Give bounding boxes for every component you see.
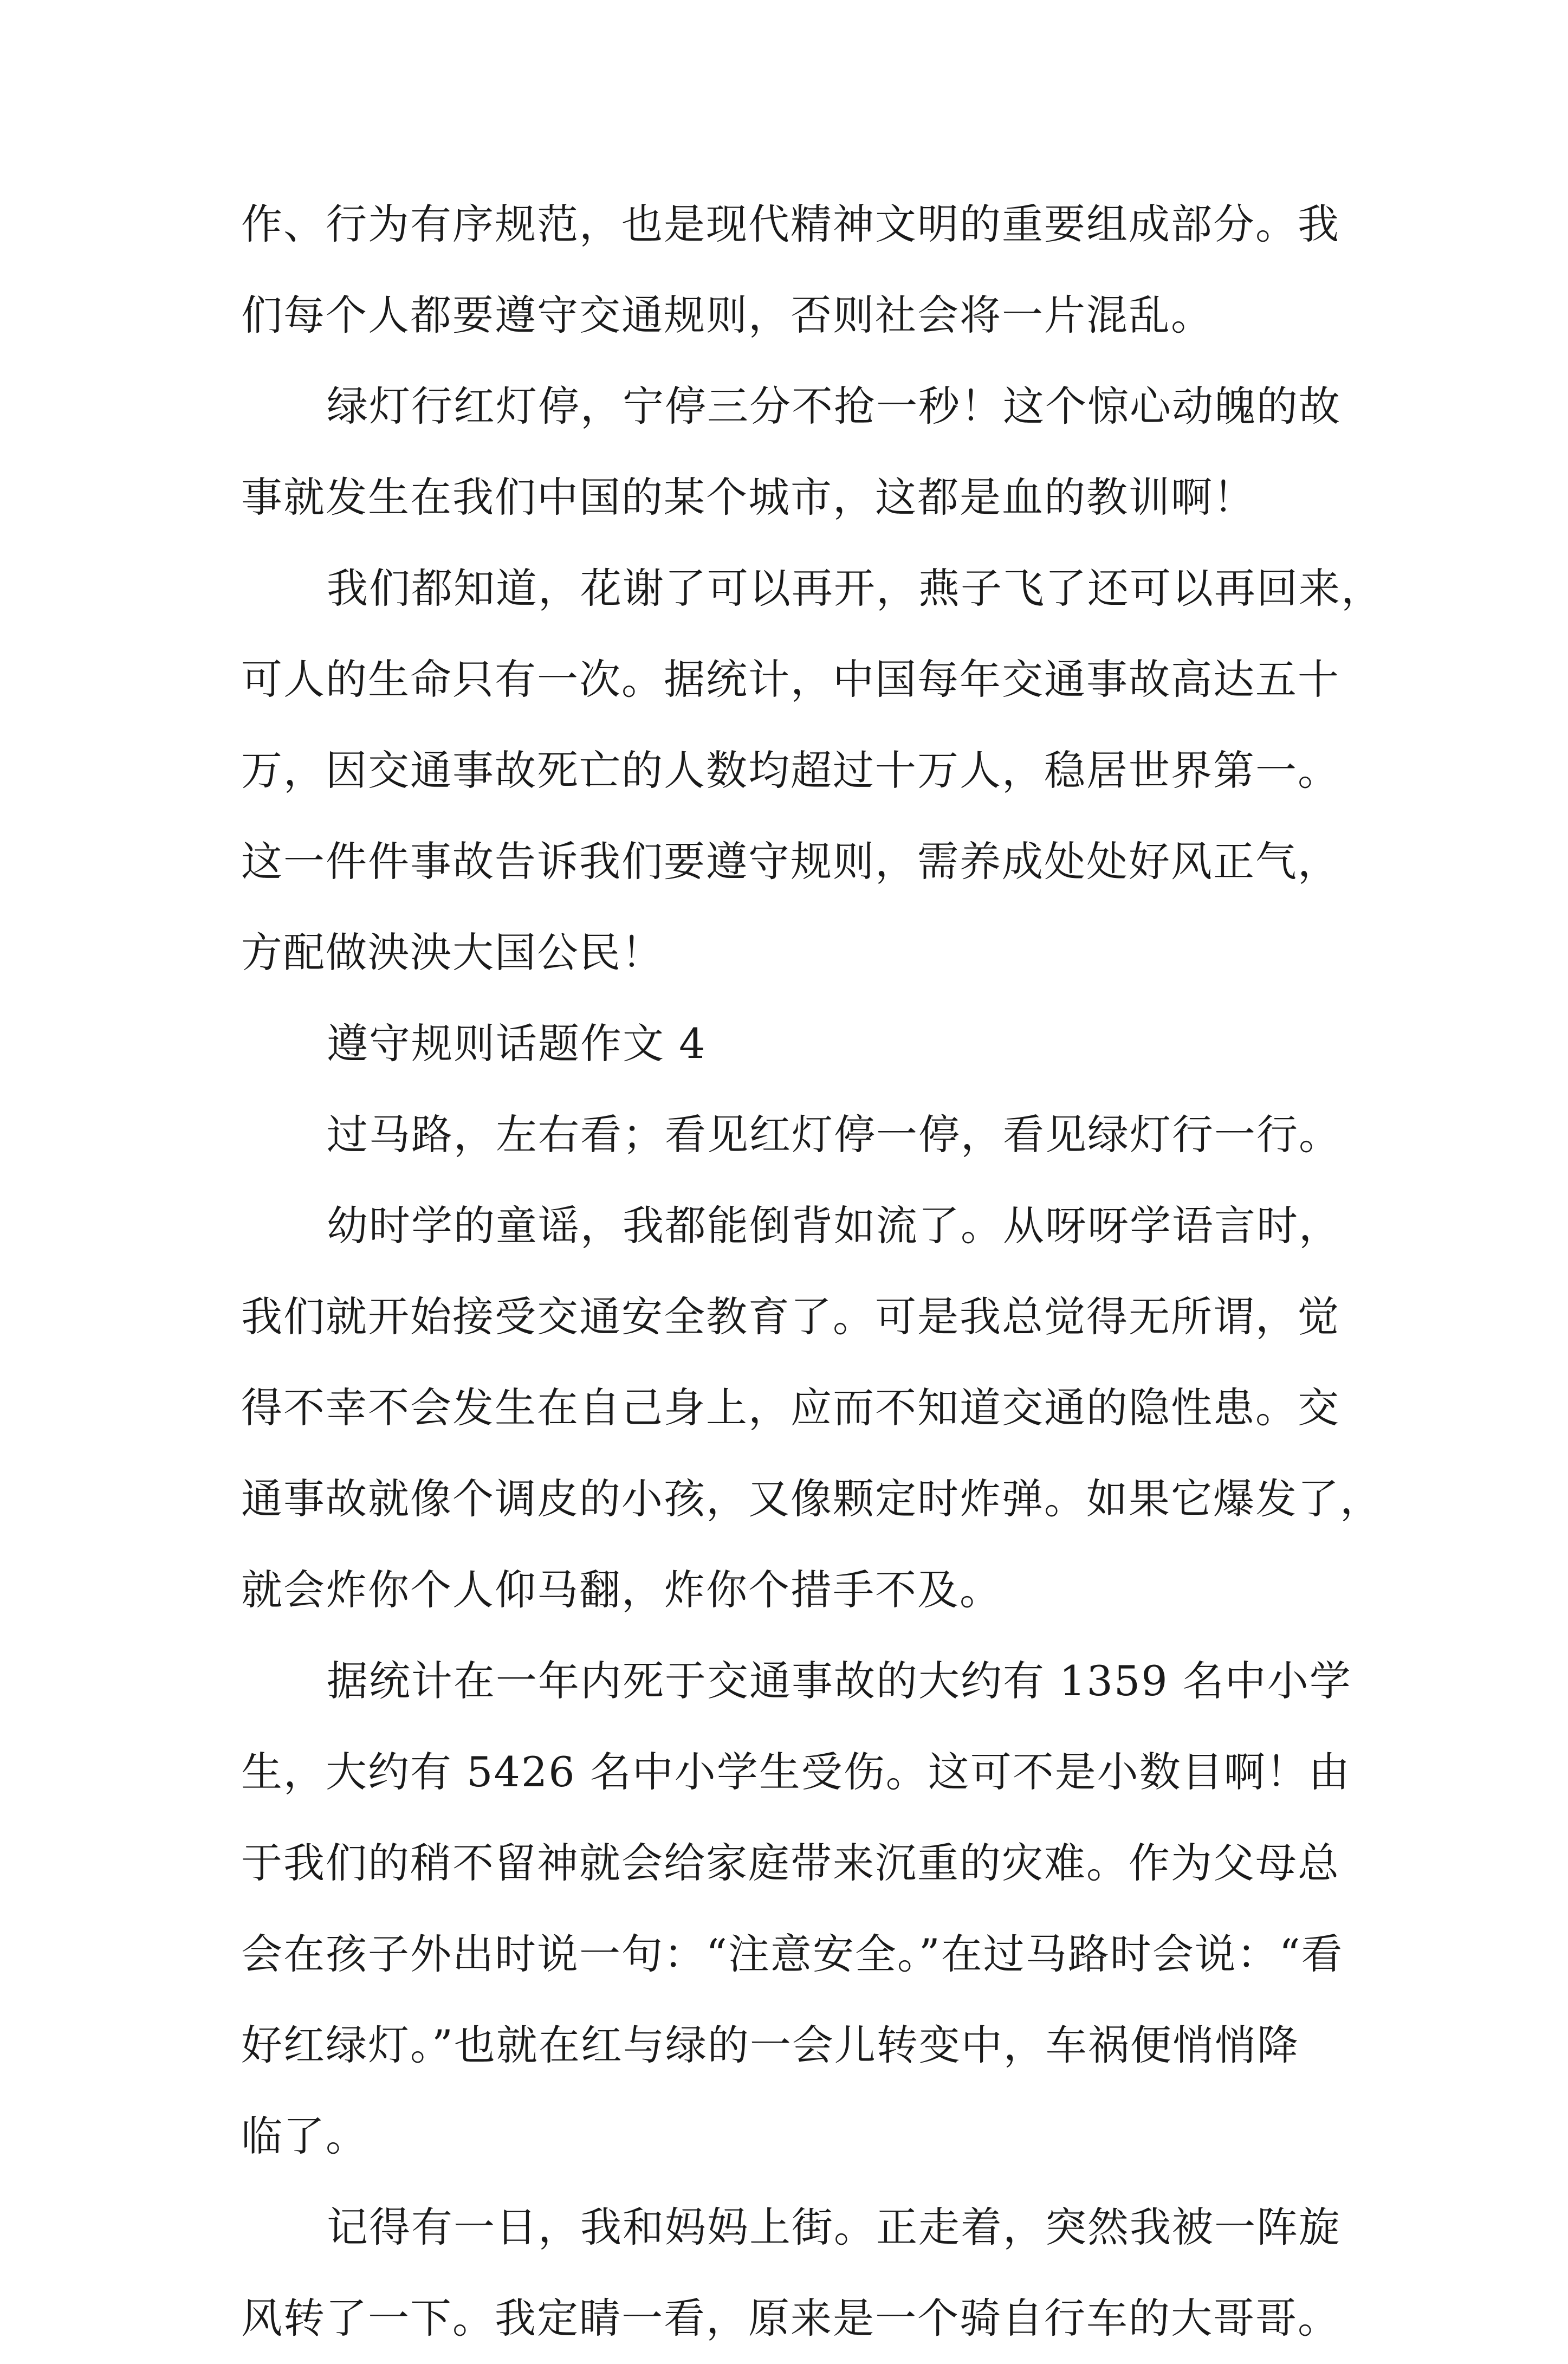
text-line: 好红绿灯。”也就在红与绿的一会儿转变中，车祸便悄悄降 — [241, 2021, 1299, 2069]
paragraph-start-line: 幼时学的童谣，我都能倒背如流了。从呀呀学语言时， — [327, 1202, 1341, 1250]
text-line: 可人的生命只有一次。据统计，中国每年交通事故高达五十 — [241, 655, 1340, 703]
paragraph-start-line: 绿灯行红灯停，宁停三分不抢一秒！这个惊心动魄的故 — [327, 382, 1341, 430]
text-line: 会在孩子外出时说一句：“注意安全。”在过马路时会说：“看 — [241, 1930, 1344, 1978]
text-line: 我们就开始接受交通安全教育了。可是我总觉得无所谓，觉 — [241, 1293, 1340, 1341]
paragraph-start-line: 过马路，左右看；看见红灯停一停，看见绿灯行一行。 — [327, 1110, 1341, 1159]
section-heading: 遵守规则话题作文 4 — [327, 1019, 707, 1068]
text-line: 作、行为有序规范，也是现代精神文明的重要组成部分。我 — [241, 200, 1340, 248]
text-line: 临了。 — [241, 2112, 368, 2160]
text-line: 这一件件事故告诉我们要遵守规则，需养成处处好风正气， — [241, 837, 1340, 886]
paragraph-start-line: 据统计在一年内死于交通事故的大约有 1359 名中小学 — [327, 1657, 1352, 1705]
paragraph-start-line: 记得有一日，我和妈妈上街。正走着，突然我被一阵旋 — [327, 2203, 1341, 2251]
text-line: 风转了一下。我定睛一看，原来是一个骑自行车的大哥哥。 — [241, 2294, 1340, 2342]
text-line: 生，大约有 5426 名中小学生受伤。这可不是小数目啊！由 — [241, 1748, 1351, 1796]
text-line: 事就发生在我们中国的某个城市，这都是血的教训啊！ — [241, 473, 1255, 521]
text-line: 通事故就像个调皮的小孩，又像颗定时炸弹。如果它爆发了， — [241, 1475, 1382, 1523]
text-line: 们每个人都要遵守交通规则，否则社会将一片混乱。 — [241, 291, 1213, 339]
paragraph-start-line: 我们都知道，花谢了可以再开，燕子飞了还可以再回来， — [327, 564, 1383, 612]
text-line: 万，因交通事故死亡的人数均超过十万人，稳居世界第一。 — [241, 746, 1340, 795]
text-line: 于我们的稍不留神就会给家庭带来沉重的灾难。作为父母总 — [241, 1839, 1340, 1887]
document-body — [241, 179, 1383, 2364]
text-line: 就会炸你个人仰马翻，炸你个措手不及。 — [241, 1566, 1002, 1614]
text-line: 方配做泱泱大国公民！ — [241, 928, 664, 977]
text-line: 得不幸不会发生在自己身上，应而不知道交通的隐性患。交 — [241, 1384, 1340, 1432]
